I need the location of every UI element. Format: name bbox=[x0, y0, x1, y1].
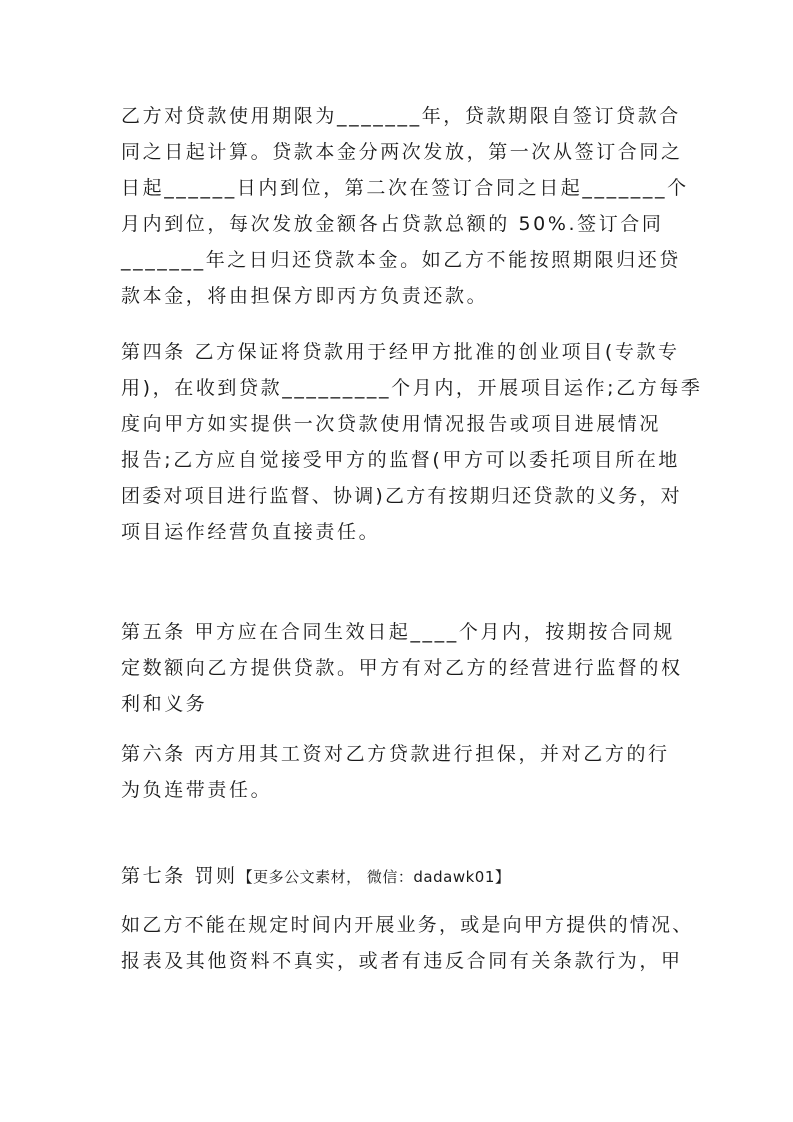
text-line: 用)，在收到贷款_________个月内，开展项目运作;乙方每季 bbox=[121, 377, 703, 399]
text-line: 报告;乙方应自觉接受甲方的监督(甲方可以委托项目所在地 bbox=[121, 449, 681, 471]
text-line: 如乙方不能在规定时间内开展业务，或是向甲方提供的情况、 bbox=[121, 914, 694, 936]
text-line: 月内到位，每次发放金额各占贷款总额的 50%.签订合同 bbox=[121, 213, 664, 235]
text-line: 第四条 乙方保证将贷款用于经甲方批准的创业项目(专款专 bbox=[121, 341, 680, 363]
paragraph-loan-term bbox=[121, 98, 689, 314]
text-line: 第六条 丙方用其工资对乙方贷款进行担保，并对乙方的行 bbox=[121, 743, 670, 765]
promo-note: 【更多公文素材， 微信：dadawk01】 bbox=[237, 868, 511, 886]
text-line: 项目运作经营负直接责任。 bbox=[121, 521, 381, 543]
text-line: 度向甲方如实提供一次贷款使用情况报告或项目进展情况 bbox=[121, 413, 662, 435]
text-line: 日起______日内到位，第二次在签订合同之日起_______个 bbox=[121, 177, 689, 199]
text-line: 报表及其他资料不真实，或者有违反合同有关条款行为，甲 bbox=[121, 950, 683, 972]
text-line: _______年之日归还贷款本金。如乙方不能按照期限归还贷 bbox=[121, 249, 681, 271]
paragraph-article-4 bbox=[121, 334, 703, 550]
text-line: 第五条 甲方应在合同生效日起____个月内，按期按合同规 bbox=[121, 621, 675, 643]
text-line: 定数额向乙方提供贷款。甲方有对乙方的经营进行监督的权 bbox=[121, 657, 683, 679]
text-line: 利和义务 bbox=[121, 693, 208, 715]
text-line: 团委对项目进行监督、协调)乙方有按期归还贷款的义务，对 bbox=[121, 485, 682, 507]
text-line: 款本金，将由担保方即丙方负责还款。 bbox=[121, 285, 489, 307]
text-line: 同之日起计算。贷款本金分两次发放，第一次从签订合同之 bbox=[121, 141, 683, 163]
heading-text: 第七条 罚则 bbox=[121, 865, 238, 887]
paragraph-article-7-heading bbox=[121, 858, 681, 894]
paragraph-penalty bbox=[121, 907, 694, 979]
section-heading bbox=[121, 858, 681, 894]
paragraph-article-5 bbox=[121, 614, 681, 722]
text-line: 为负连带责任。 bbox=[121, 779, 273, 801]
paragraph-article-6 bbox=[121, 736, 681, 808]
text-line: 乙方对贷款使用期限为_______年，贷款期限自签订贷款合 bbox=[121, 105, 681, 127]
